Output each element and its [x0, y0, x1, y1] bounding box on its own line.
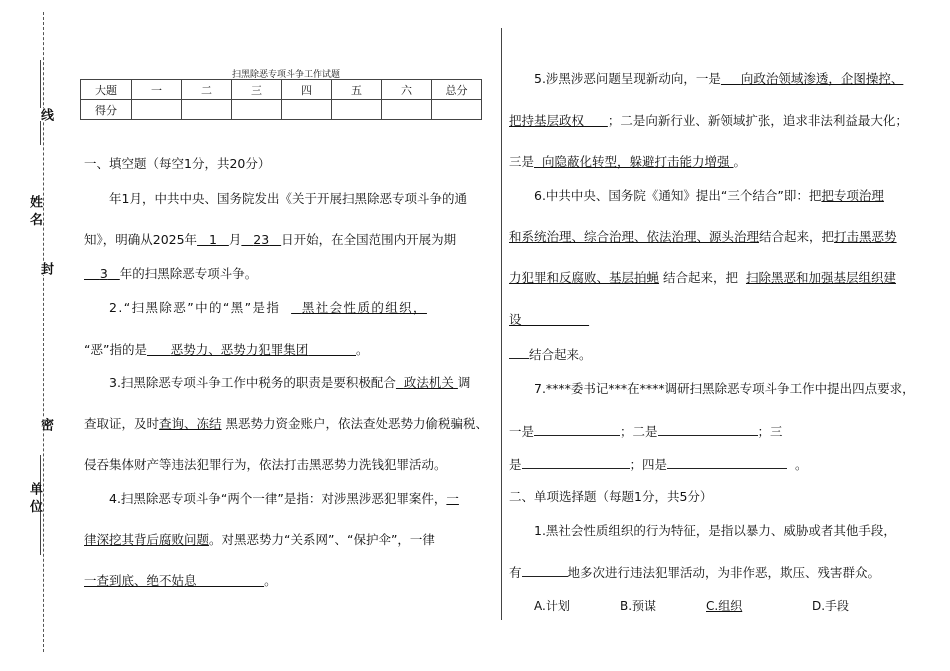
- name-underline: [40, 60, 41, 145]
- q1-line3: 3 年的扫黑除恶专项斗争。: [84, 266, 257, 282]
- answer-day: 23: [253, 232, 270, 247]
- answer-freeze: 查询、冻结: [159, 416, 222, 431]
- q3-line2: 查取证，及时查询、冻结 黑恶势力资金账户，依法查处恶势力偷税骗税、: [84, 416, 489, 431]
- answer-grassroots-cont: 设: [509, 312, 522, 327]
- unit-label: 单 位: [27, 482, 42, 513]
- name-label: 姓 名: [27, 195, 42, 226]
- answer-years: 3: [99, 266, 108, 281]
- q2-line2: “恶”指的是 恶势力、恶势力犯罪集团 。: [84, 342, 369, 357]
- q6-line5: 结合起来。: [509, 346, 592, 363]
- score-input-cell: [232, 100, 282, 120]
- q3-line3: 侵吞集体财产等违法犯罪行为，依法打击黑恶势力洗钱犯罪活动。: [84, 457, 447, 472]
- q4-line2: 律深挖其背后腐败问题。对黑恶势力“关系网”、“保护伞”，一律: [84, 532, 435, 547]
- option-a: A.计划: [534, 599, 570, 613]
- q6-line1: 6.中共中央、国务院《通知》提出“三个结合”即：把把专项治理: [534, 188, 884, 203]
- q7-line2: 一是 ；二是 ；三: [509, 424, 783, 439]
- line-label: 线: [38, 108, 53, 121]
- score-header-cell: 六: [382, 80, 432, 100]
- score-table-score-row: [81, 100, 482, 120]
- q6-line2: 和系统治理、综合治理、依法治理、源头治理结合起来，把打击黑恶势: [509, 229, 897, 244]
- q4-line1: 4.扫黑除恶专项斗争“两个一律”是指：对涉黑涉恶犯罪案件，一: [109, 491, 459, 506]
- q1-line2: 知》，明确从2025年 1 月 23 日开始，在全国范围内开展为期: [84, 232, 457, 247]
- q2-line1: 2.“扫黑除恶”中的“黑”是指 黑社会性质的组织，: [109, 300, 427, 315]
- blank-req4: [667, 456, 787, 469]
- q5-line3: 三是 向隐蔽化转型，躲避打击能力增强 。: [509, 154, 746, 169]
- score-table-header-row: [81, 80, 482, 100]
- column-divider: [501, 28, 502, 620]
- score-input-cell: [132, 100, 182, 120]
- option-c: C.组织: [706, 599, 743, 613]
- answer-grassroots: 扫除黑恶和加强基层组织建: [745, 270, 896, 285]
- option-d: D.手段: [812, 599, 850, 613]
- answer-e: 恶势力、恶势力犯罪集团: [170, 342, 309, 357]
- q7-line3: 是 ；四是 。: [509, 457, 808, 472]
- answer-strike: 打击黑恶势: [834, 229, 897, 244]
- answer-anticorruption: 力犯罪和反腐败、基层拍蝇: [509, 270, 660, 285]
- blank: [509, 346, 529, 359]
- section2-heading: 二、单项选择题（每题1分，共5分）: [509, 489, 713, 504]
- score-input-cell: [432, 100, 482, 120]
- score-header-cell: 一: [132, 80, 182, 100]
- secret-label: 密: [38, 418, 53, 431]
- seal-label: 封: [38, 262, 53, 275]
- q5-line2: 把持基层政权 ；二是向新行业、新领域扩张，追求非法利益最大化；: [509, 113, 908, 128]
- score-row-label: 得分: [81, 100, 132, 120]
- q3-line1: 3.扫黑除恶专项斗争工作中税务的职责是要积极配合 政法机关 调: [109, 375, 471, 390]
- answer-politics-cont: 把持基层政权: [509, 113, 585, 128]
- answer-hidden: 向隐蔽化转型，躲避打击能力增强: [541, 154, 730, 169]
- score-input-cell: [382, 100, 432, 120]
- score-header-cell: 总分: [432, 80, 482, 100]
- score-input-cell: [182, 100, 232, 120]
- option-b: B.预谋: [620, 599, 657, 613]
- section1-heading: 一、填空题（每空1分，共20分）: [84, 156, 271, 171]
- answer-special-governance: 把专项治理: [821, 188, 884, 203]
- blank-mc1: [522, 564, 568, 577]
- score-header-cell: 二: [182, 80, 232, 100]
- score-header-cell: 四: [282, 80, 332, 100]
- q1-line1: 年1月，中共中央、国务院发出《关于开展扫黑除恶专项斗争的通: [109, 191, 467, 206]
- answer-hei: 黑社会性质的组织，: [301, 300, 427, 315]
- q6-line4: [509, 312, 589, 328]
- score-input-cell: [282, 100, 332, 120]
- answer-corruption: 律深挖其背后腐败问题: [84, 532, 210, 547]
- mc1-line1: 1.黑社会性质组织的行为特征，是指以暴力、威胁或者其他手段，: [534, 523, 896, 538]
- q7-line1: 7.****委书记***在****调研扫黑除恶专项斗争工作中提出四点要求，: [534, 381, 915, 396]
- answer-month: 1: [208, 232, 217, 247]
- answer-thorough: 一查到底、绝不姑息: [84, 573, 197, 588]
- answer-governance: 和系统治理、综合治理、依法治理、源头治理: [509, 229, 760, 244]
- score-header-cell: 五: [332, 80, 382, 100]
- answer-corruption-start: 一: [446, 491, 459, 506]
- doc-title: 扫黑除恶专项斗争工作试题: [232, 70, 341, 80]
- answer-politics: 向政治领域渗透，企图操控、: [740, 71, 904, 86]
- blank-req1: [534, 423, 620, 436]
- mc1-line2: 有 地多次进行违法犯罪活动，为非作恶，欺压、残害群众。: [509, 565, 881, 580]
- blank-req2: [658, 423, 758, 436]
- score-header-cell: 三: [232, 80, 282, 100]
- answer-police: 政法机关: [403, 375, 454, 390]
- score-header-cell: 大题: [81, 80, 132, 100]
- blank-req3: [522, 456, 630, 469]
- q5-line1: 5.涉黑涉恶问题呈现新动向，一是 向政治领域渗透，企图操控、: [534, 71, 904, 86]
- q4-line3: 一查到底、绝不姑息 。: [84, 573, 277, 588]
- score-input-cell: [332, 100, 382, 120]
- score-table: [80, 79, 482, 120]
- q6-line3: 力犯罪和反腐败、基层拍蝇 结合起来，把 扫除黑恶和加强基层组织建: [509, 270, 896, 285]
